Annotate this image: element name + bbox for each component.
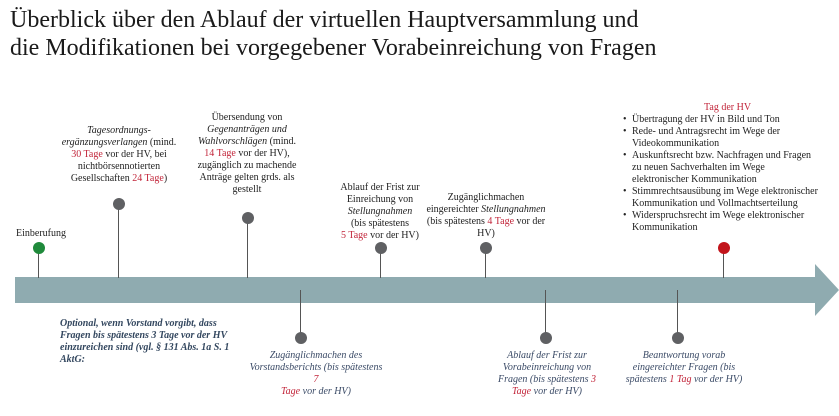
vorstandsbericht-days: 7 xyxy=(313,374,319,385)
ergaenzung-mind: (mind. xyxy=(147,137,177,148)
gegenantraege-line-6: Anträge gelten grds. als xyxy=(199,172,295,183)
ergaenzung-line-4: nichtbörsennotierten xyxy=(77,161,161,172)
stellungnahmen-zugang-line-2 xyxy=(424,204,548,216)
optional-note: Optional, wenn Vorstand vorgibt, dass Fragen bis spätestens 3 Tage vor der HV einzureichen sind (vgl. § 131 Abs. 1a S. 1 AktG: xyxy=(60,318,230,365)
gegenantraege-line-1: Übersendung von xyxy=(211,112,283,123)
tag-der-hv-item: • Widerspruchsrecht im Wege elektronischer Kommunikation xyxy=(632,210,822,234)
ergaenzung-line-2 xyxy=(52,137,186,149)
fragen-frist-stem xyxy=(545,290,546,338)
vorstandsbericht-line-3-text: vor der HV) xyxy=(300,386,351,397)
fragen-frist-line-4 xyxy=(496,386,598,398)
stellungnahmen-frist-line-5-text: vor der HV) xyxy=(367,230,419,241)
ergaenzung-stem xyxy=(118,206,119,278)
beantwortung-text xyxy=(622,350,746,386)
stellungnahmen-zugang-line-2-text: eingereichter xyxy=(426,204,482,215)
fragen-frist-marker xyxy=(540,332,552,344)
ergaenzung-marker xyxy=(113,198,125,210)
gegenantraege-line-2: Gegenanträgen und xyxy=(207,124,287,135)
stellungnahmen-frist-line-2: Einreichung von xyxy=(346,194,414,205)
fragen-frist-line-1: Ablauf der Frist zur xyxy=(507,350,587,361)
beantwortung-line-3 xyxy=(622,374,746,386)
title-line-1: Überblick über den Ablauf der virtuellen Hauptversammlung und xyxy=(10,7,639,33)
stellungnahmen-frist-line-5 xyxy=(326,230,434,242)
beantwortung-line-1: Beantwortung vorab xyxy=(642,350,726,361)
ergaenzung-line-5-text: Gesellschaften xyxy=(70,173,133,184)
stellungnahmen-frist-line-1: Ablauf der Frist zur xyxy=(340,182,420,193)
ergaenzung-line-3-text: vor der HV, bei xyxy=(102,149,167,160)
vorstandsbericht-line-2-text: Vorstandsberichts (bis spätestens xyxy=(249,362,383,373)
stellungnahmen-zugang-term: Stellungnahmen xyxy=(481,204,546,215)
stellungnahmen-frist-line-3: Stellungnahmen xyxy=(347,206,413,217)
fragen-frist-line-4-text: vor der HV) xyxy=(531,386,582,397)
vorstandsbericht-text xyxy=(246,350,386,398)
stellungnahmen-zugang-line-3-text: (bis spätestens xyxy=(426,216,488,227)
title-line-2: die Modifikationen bei vorgegebener Vorabeinreichung von Fragen xyxy=(10,35,657,61)
stellungnahmen-zugang-marker xyxy=(480,242,492,254)
tag-der-hv-marker xyxy=(718,242,730,254)
gegenantraege-days: 14 Tage xyxy=(204,148,236,159)
stellungnahmen-zugang-line-3-end: vor der xyxy=(514,216,546,227)
fragen-frist-text xyxy=(496,350,598,398)
stellungnahmen-zugang-line-4: HV) xyxy=(477,228,495,239)
tag-der-hv-heading: Tag der HV xyxy=(704,102,752,113)
stellungnahmen-zugang-line-1: Zugänglichmachen xyxy=(447,192,525,203)
ergaenzung-days-a: 30 Tage xyxy=(71,149,103,160)
tag-der-hv-text xyxy=(622,102,822,234)
stellungnahmen-zugang-line-3 xyxy=(424,216,548,228)
timeline-arrow-shape xyxy=(15,264,839,316)
fragen-frist-days: 3 xyxy=(591,374,597,385)
stellungnahmen-frist-line-4: (bis spätestens xyxy=(350,218,410,229)
gegenantraege-stem xyxy=(247,220,248,278)
beantwortung-days: 1 Tag xyxy=(669,374,692,385)
beantwortung-line-2: eingereichter Fragen (bis xyxy=(632,362,736,373)
fragen-frist-unit: Tage xyxy=(512,386,532,397)
beantwortung-stem xyxy=(677,290,678,338)
ergaenzung-days-b: 24 Tage xyxy=(132,173,164,184)
beantwortung-line-3-text: spätestens xyxy=(625,374,670,385)
einberufung-stem xyxy=(38,252,39,278)
beantwortung-marker xyxy=(672,332,684,344)
ergaenzung-text xyxy=(52,125,186,185)
gegenantraege-mind: (mind. xyxy=(267,136,296,147)
stellungnahmen-frist-text xyxy=(326,182,434,242)
tag-der-hv-stem xyxy=(723,250,724,278)
fragen-frist-line-3-text: Fragen (bis spätestens xyxy=(497,374,592,385)
stellungnahmen-zugang-days: 4 Tage xyxy=(487,216,515,227)
gegenantraege-line-5: zugänglich zu machende xyxy=(197,160,297,171)
vorstandsbericht-line-2 xyxy=(246,362,386,386)
tag-der-hv-list xyxy=(622,114,822,234)
fragen-frist-line-2: Vorabeinreichung von xyxy=(502,362,592,373)
gegenantraege-term: Wahlvorschlägen xyxy=(198,136,268,147)
ergaenzung-line-5-end: ) xyxy=(163,173,168,184)
gegenantraege-line-3 xyxy=(196,136,298,148)
einberufung-label: Einberufung xyxy=(16,228,66,239)
ergaenzung-line-3 xyxy=(52,149,186,161)
timeline-arrow xyxy=(15,264,839,316)
vorstandsbericht-unit: Tage xyxy=(281,386,301,397)
page-title xyxy=(10,6,830,62)
tag-der-hv-item: • Übertragung der HV in Bild und Ton xyxy=(632,114,822,126)
gegenantraege-line-4 xyxy=(196,148,298,160)
tag-der-hv-item: • Stimmrechtsausübung im Wege elektronischer Kommunikation und Vollmachtserteilung xyxy=(632,186,822,210)
beantwortung-line-3-end: vor der HV) xyxy=(691,374,743,385)
gegenantraege-line-4-text: vor der HV), xyxy=(235,148,290,159)
stellungnahmen-frist-marker xyxy=(375,242,387,254)
gegenantraege-text xyxy=(196,112,298,196)
einberufung-marker xyxy=(33,242,45,254)
stellungnahmen-zugang-stem xyxy=(485,250,486,278)
fragen-frist-line-3 xyxy=(496,374,598,386)
vorstandsbericht-stem xyxy=(300,290,301,338)
tag-der-hv-item: • Rede- und Antragsrecht im Wege der Videokommunikation xyxy=(632,126,822,150)
gegenantraege-line-7: gestellt xyxy=(232,184,262,195)
stellungnahmen-frist-days: 5 Tage xyxy=(341,230,368,241)
ergaenzung-term: ergänzungsverlangen xyxy=(61,137,148,148)
vorstandsbericht-line-1: Zugänglichmachen des xyxy=(269,350,363,361)
ergaenzung-line-5 xyxy=(52,173,186,185)
gegenantraege-marker xyxy=(242,212,254,224)
vorstandsbericht-marker xyxy=(295,332,307,344)
vorstandsbericht-line-3 xyxy=(246,386,386,398)
tag-der-hv-item: • Auskunftsrecht bzw. Nachfragen und Fragen zu neuen Sachverhalten im Wege elektronischer Kommunikation xyxy=(632,150,822,186)
stellungnahmen-zugang-text xyxy=(424,192,548,240)
stellungnahmen-frist-stem xyxy=(380,250,381,278)
ergaenzung-line-1: Tagesordnungs- xyxy=(87,125,151,136)
